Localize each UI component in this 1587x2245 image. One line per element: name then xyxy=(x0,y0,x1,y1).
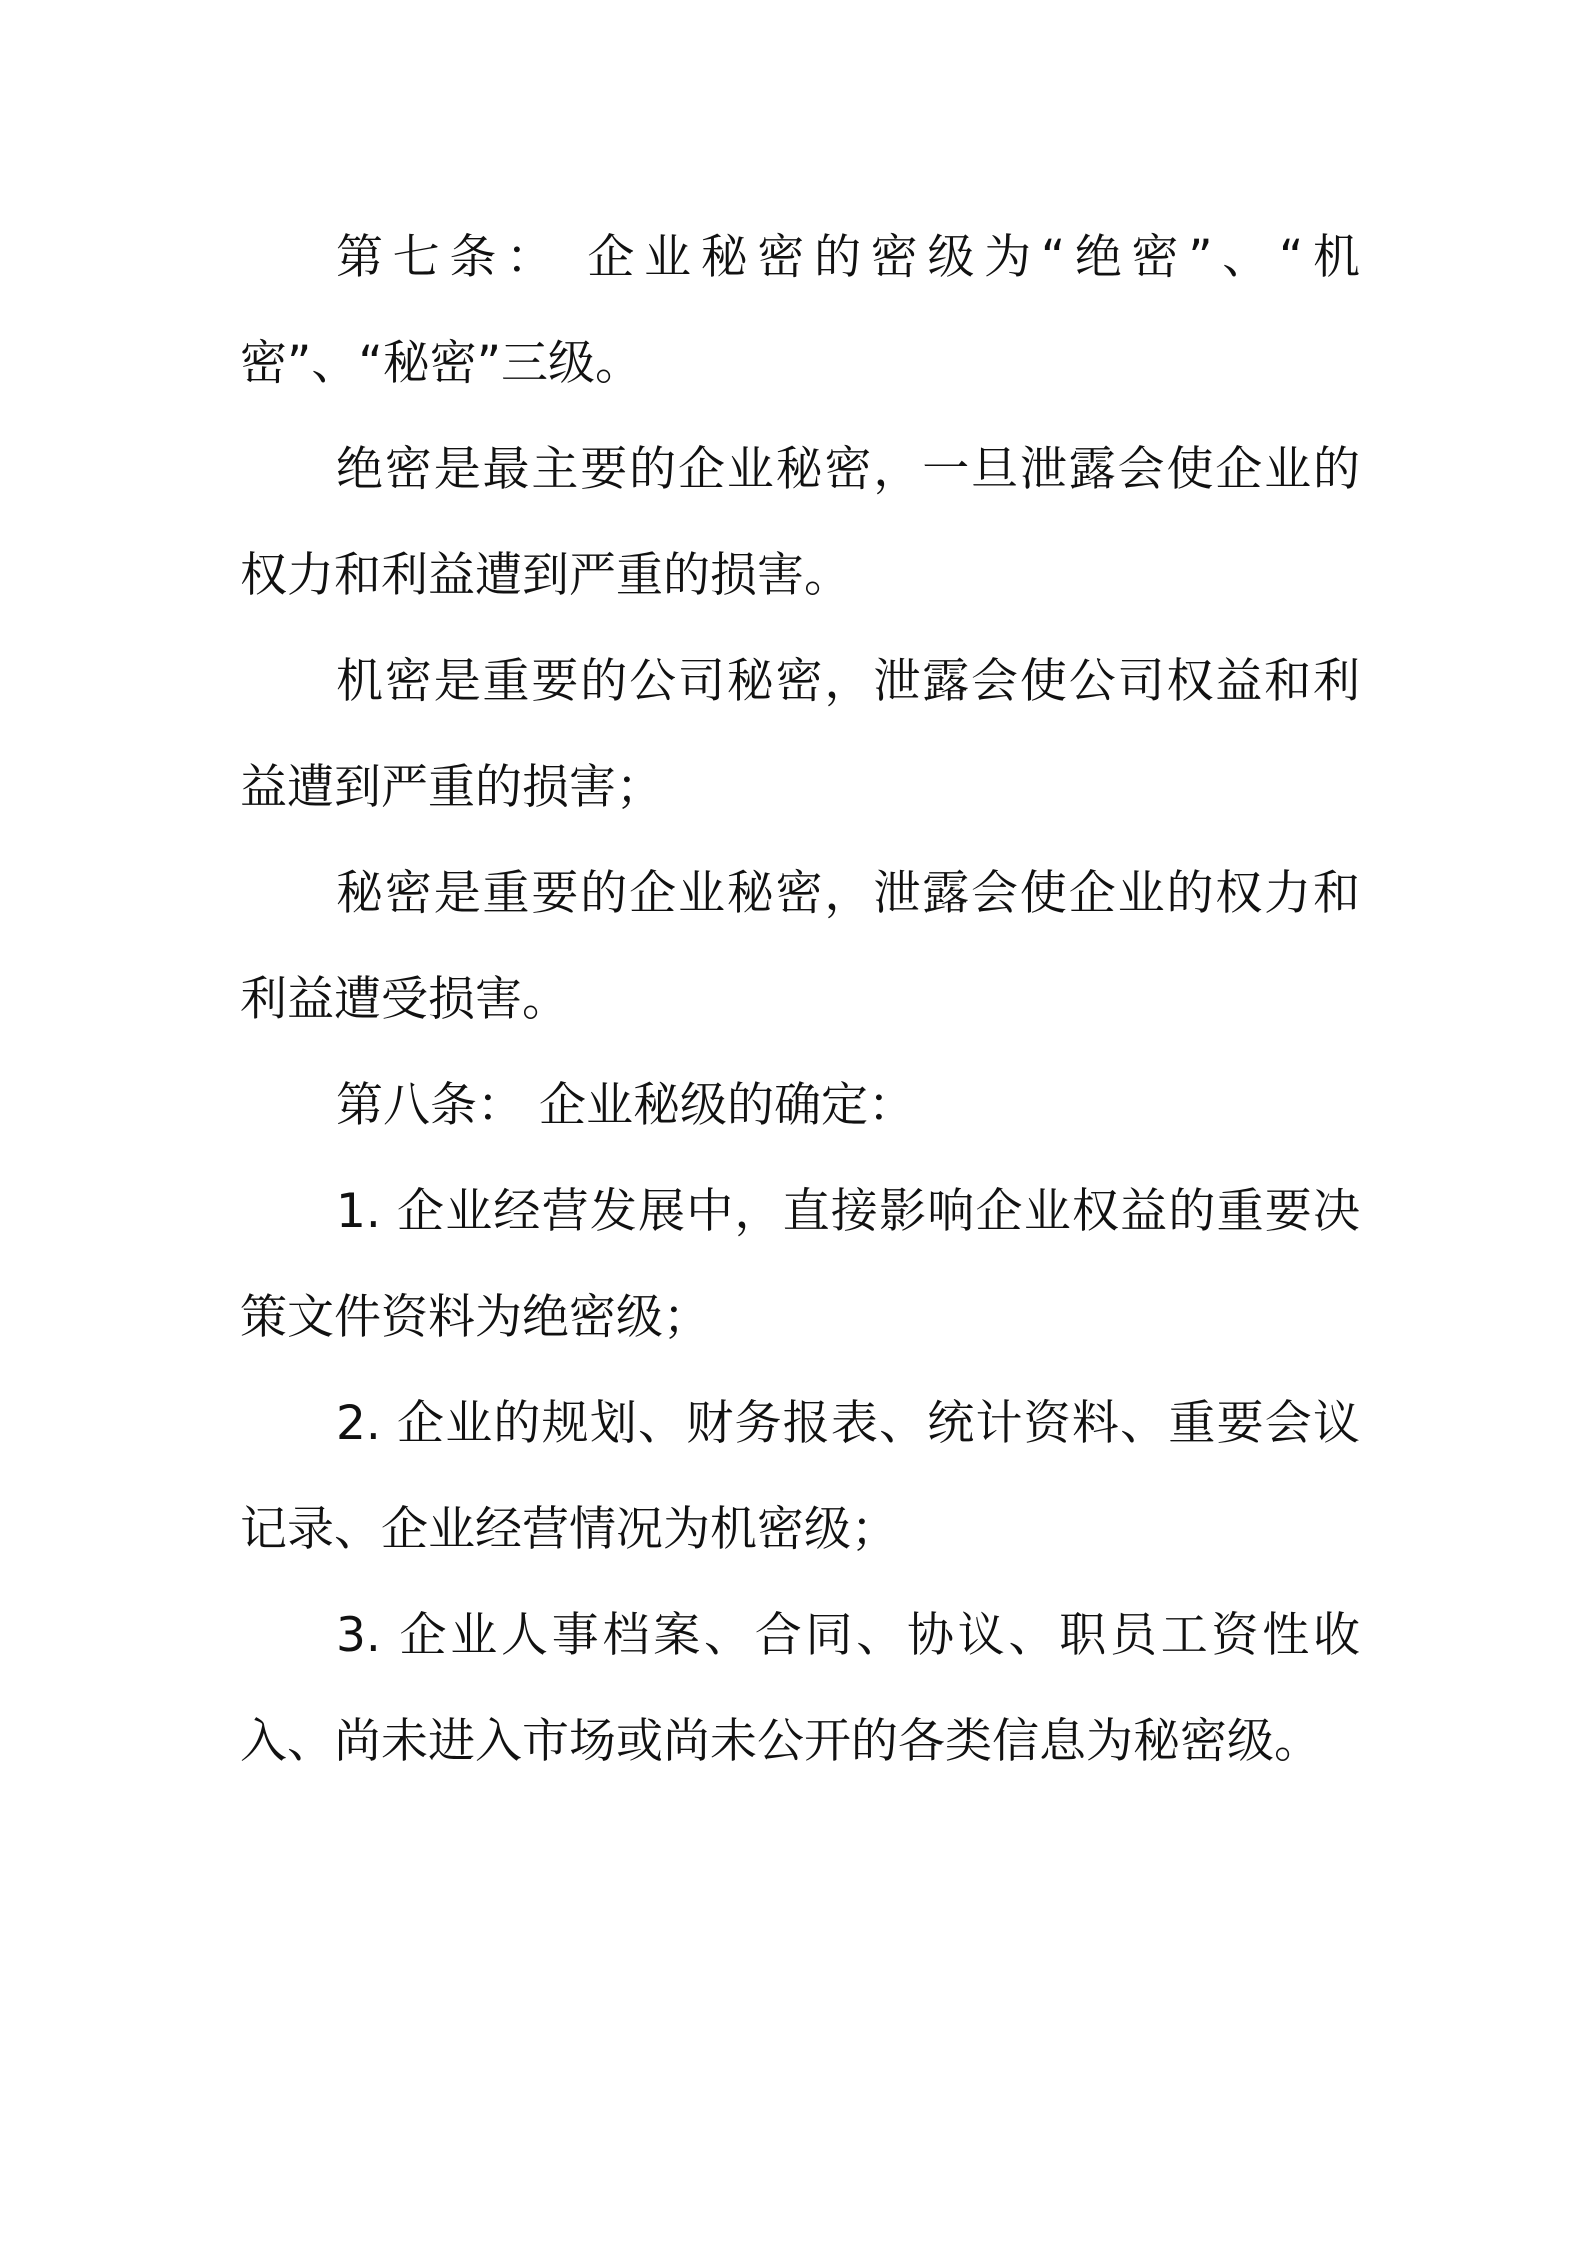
document-body xyxy=(240,205,1360,1795)
paragraph-item-3: 3. 企业人事档案、合同、协议、职员工资性收入、尚未进入市场或尚未公开的各类信息为秘密级。 xyxy=(240,1608,1360,1769)
paragraph-secret: 秘密是重要的企业秘密，泄露会使企业的权力和利益遭受损害。 xyxy=(240,866,1360,1027)
paragraph-article-7: 第七条： 企业秘密的密级为“绝密”、“机密”、“秘密”三级。 xyxy=(240,230,1360,391)
paragraph-item-2: 2. 企业的规划、财务报表、统计资料、重要会议记录、企业经营情况为机密级； xyxy=(240,1396,1360,1557)
paragraph-article-8: 第八条： 企业秘级的确定： xyxy=(336,1078,915,1133)
paragraph-confidential: 机密是重要的公司秘密，泄露会使公司权益和利益遭到严重的损害； xyxy=(240,654,1360,815)
paragraph-item-1: 1. 企业经营发展中，直接影响企业权益的重要决策文件资料为绝密级； xyxy=(240,1184,1360,1345)
paragraph-top-secret: 绝密是最主要的企业秘密，一旦泄露会使企业的权力和利益遭到严重的损害。 xyxy=(240,442,1360,603)
